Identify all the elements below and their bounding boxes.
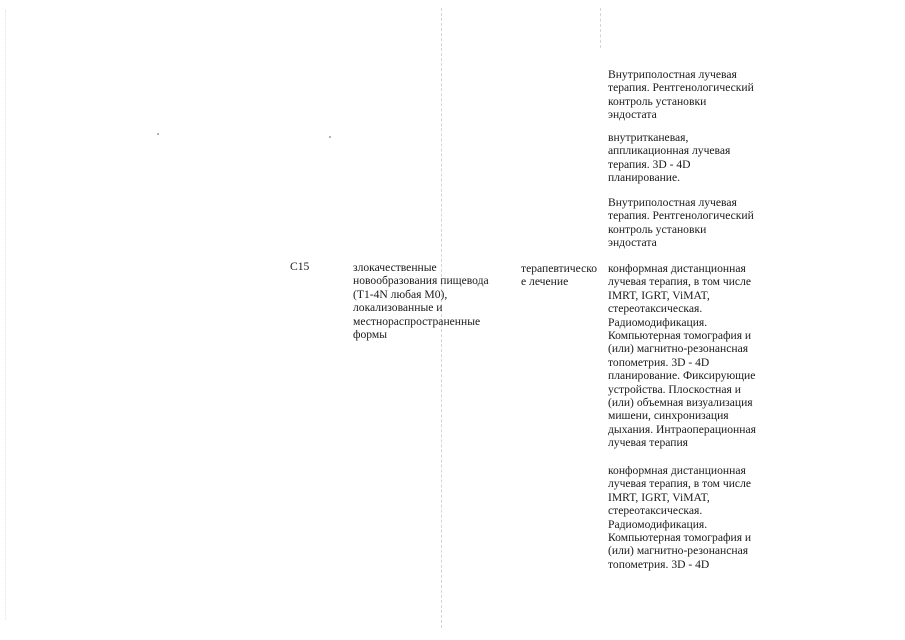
scan-speck [157,133,159,135]
diagnosis-text: злокачественные новообразования пищевода (T1-4N любая M0), локализованные и местнораспространенные формы [353,261,489,342]
method-text: Внутриполостная лучевая терапия. Рентгенологический контроль установки эндостата [608,196,754,250]
method-text: конформная дистанционная лучевая терапия, в том числе IMRT, IGRT, ViMAT, стереотаксическая. Радиомодификация. Компьютерная томография и (или) магнитно-резонансная топометрия. 3D - 4D [608,464,752,571]
scan-speck [329,136,331,138]
method-text: внутритканевая, аппликационная лучевая терапия. 3D - 4D планирование. [608,131,731,185]
column-divider-faint [600,8,601,48]
treatment-type: терапевтическо е лечение [521,262,598,289]
page-edge-artifact [5,10,6,620]
method-text: Внутриполостная лучевая терапия. Рентгенологический контроль установки эндостата [608,68,754,122]
icd-code: C15 [290,260,310,273]
method-text: конформная дистанционная лучевая терапия, в том числе IMRT, IGRT, ViMAT, стереотаксическая. Радиомодификация. Компьютерная томография и (или) магнитно-резонансная топометрия. 3D - 4D планирование. Фиксирующие устройства. Плоскостная и (или) объемная визуализация мишени, синхронизация дыхания. Интраоперационная лучевая терапия [608,262,756,450]
